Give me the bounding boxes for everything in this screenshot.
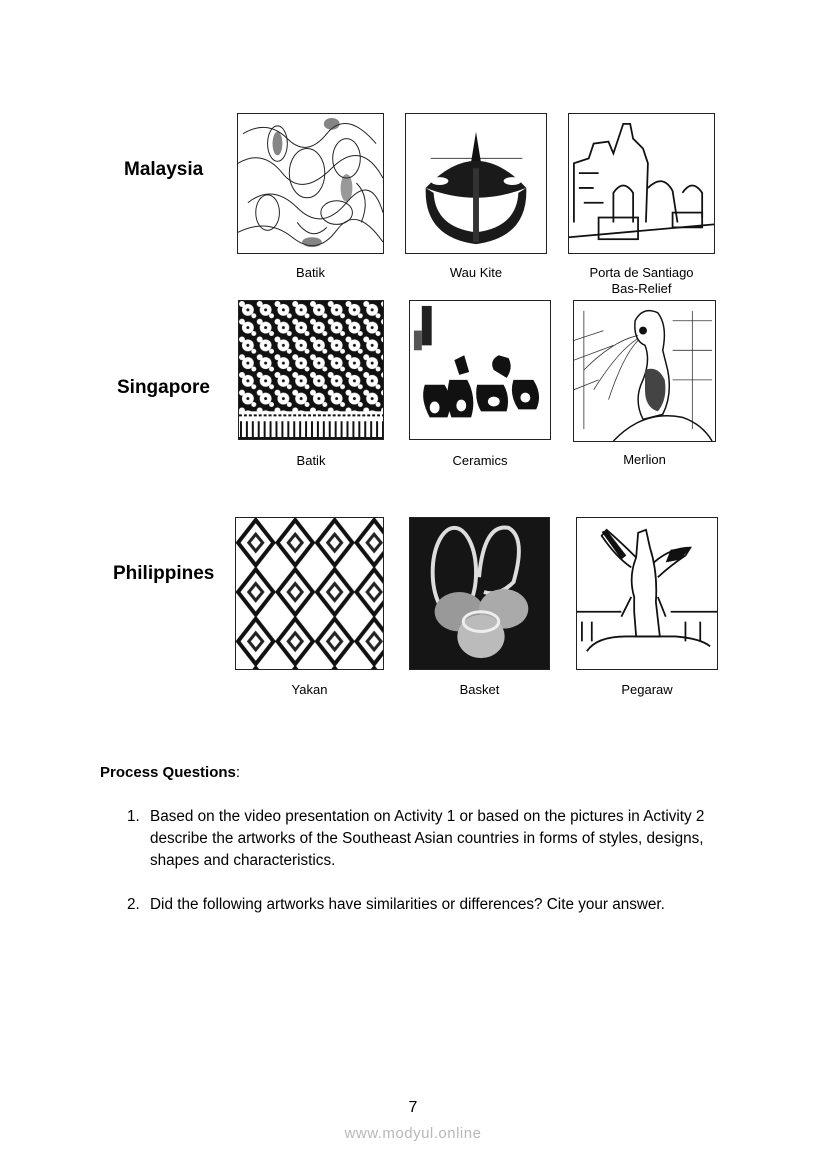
question-number: 2. xyxy=(127,896,140,913)
porta-de-santiago-image xyxy=(568,113,715,254)
yakan-weave-image xyxy=(235,517,384,670)
ceramics-image xyxy=(409,300,551,440)
caption-pegaraw: Pegaraw xyxy=(621,682,673,697)
footer-watermark: www.modyul.online xyxy=(344,1125,482,1142)
process-questions-colon: : xyxy=(235,764,241,781)
caption-yakan: Yakan xyxy=(291,682,328,697)
batik-floral-image xyxy=(237,113,384,254)
question-number: 1. xyxy=(127,808,140,825)
basket-image xyxy=(409,517,550,670)
caption-porta-line2: Bas-Relief xyxy=(611,281,672,296)
caption-porta-line1: Porta de Santiago xyxy=(589,265,694,280)
pegaraw-image xyxy=(576,517,718,670)
merlion-image xyxy=(573,300,716,442)
caption-basket: Basket xyxy=(459,682,500,697)
question-text: Based on the video presentation on Activity 1 or based on the pictures in Activity 2 describe the artworks of the Southeast Asian countries in forms of styles, designs, shapes and characteristics. xyxy=(150,808,705,869)
process-questions-title: Process Questions xyxy=(100,764,236,781)
caption-ceramics: Ceramics xyxy=(452,453,508,468)
wau-kite-image xyxy=(405,113,547,254)
caption-merlion: Merlion xyxy=(623,452,666,467)
question-text: Did the following artworks have similarities or differences? Cite your answer. xyxy=(150,896,665,913)
country-label-malaysia: Malaysia xyxy=(124,159,204,180)
caption-batik-malaysia: Batik xyxy=(296,265,325,280)
country-label-philippines: Philippines xyxy=(113,563,215,584)
caption-wau-kite: Wau Kite xyxy=(449,265,503,280)
caption-porta-de-santiago xyxy=(568,265,715,297)
page-number: 7 xyxy=(408,1099,418,1116)
batik-pattern-image xyxy=(238,300,384,440)
caption-batik-singapore: Batik xyxy=(296,453,326,468)
process-questions-heading xyxy=(100,764,240,781)
country-label-singapore: Singapore xyxy=(117,377,210,398)
